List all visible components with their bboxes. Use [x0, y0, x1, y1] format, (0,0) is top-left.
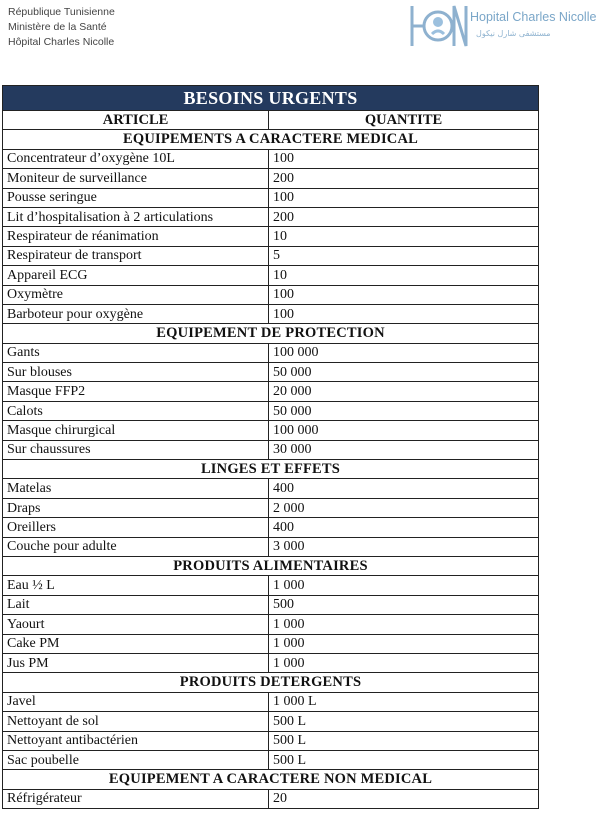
quantity-cell: 100	[269, 188, 539, 207]
table-row	[3, 304, 539, 323]
section-title: PRODUITS DETERGENTS	[3, 673, 539, 692]
table-row	[3, 440, 539, 459]
table-row	[3, 343, 539, 362]
quantity-cell: 100 000	[269, 421, 539, 440]
quantity-cell: 3 000	[269, 537, 539, 556]
quantity-cell: 5	[269, 246, 539, 265]
quantity-cell: 30 000	[269, 440, 539, 459]
article-cell: Oxymètre	[3, 285, 269, 304]
article-cell: Respirateur de réanimation	[3, 227, 269, 246]
quantity-cell: 500	[269, 595, 539, 614]
section-header-row	[3, 460, 539, 479]
quantity-cell: 20	[269, 789, 539, 808]
article-cell: Gants	[3, 343, 269, 362]
table-row	[3, 692, 539, 711]
article-cell: Cake PM	[3, 634, 269, 653]
section-title: PRODUITS ALIMENTAIRES	[3, 556, 539, 575]
table-row	[3, 653, 539, 672]
article-cell: Sac poubelle	[3, 750, 269, 769]
header-line-republic: République Tunisienne	[8, 6, 115, 18]
quantity-cell: 100	[269, 285, 539, 304]
article-cell: Appareil ECG	[3, 266, 269, 285]
quantity-cell: 10	[269, 266, 539, 285]
quantity-cell: 50 000	[269, 401, 539, 420]
table-row	[3, 227, 539, 246]
article-cell: Lit d’hospitalisation à 2 articulations	[3, 207, 269, 226]
table-row	[3, 479, 539, 498]
section-header-row	[3, 130, 539, 149]
quantity-cell: 50 000	[269, 363, 539, 382]
table-row	[3, 188, 539, 207]
quantity-cell: 400	[269, 518, 539, 537]
table-row	[3, 266, 539, 285]
quantity-cell: 500 L	[269, 750, 539, 769]
table-row	[3, 421, 539, 440]
quantity-cell: 100	[269, 149, 539, 168]
article-cell: Yaourt	[3, 615, 269, 634]
hospital-emblem-icon	[408, 2, 470, 50]
table-title-row	[3, 86, 539, 111]
article-cell: Pousse seringue	[3, 188, 269, 207]
quantity-cell: 1 000 L	[269, 692, 539, 711]
article-cell: Moniteur de surveillance	[3, 169, 269, 188]
table-row	[3, 789, 539, 808]
article-cell: Oreillers	[3, 518, 269, 537]
table-row	[3, 363, 539, 382]
logo-arabic-name: مستشفى شارل نيكول	[476, 29, 551, 38]
table-row	[3, 285, 539, 304]
section-title: EQUIPEMENTS A CARACTERE MEDICAL	[3, 130, 539, 149]
quantity-cell: 200	[269, 169, 539, 188]
table-row	[3, 712, 539, 731]
table-row	[3, 149, 539, 168]
article-cell: Nettoyant de sol	[3, 712, 269, 731]
section-header-row	[3, 673, 539, 692]
quantity-cell: 10	[269, 227, 539, 246]
article-cell: Eau ½ L	[3, 576, 269, 595]
article-cell: Draps	[3, 498, 269, 517]
table-row	[3, 576, 539, 595]
table-row	[3, 537, 539, 556]
table-row	[3, 498, 539, 517]
table-row	[3, 382, 539, 401]
section-title: EQUIPEMENT A CARACTERE NON MEDICAL	[3, 770, 539, 789]
article-cell: Matelas	[3, 479, 269, 498]
quantity-cell: 100 000	[269, 343, 539, 362]
article-cell: Barboteur pour oxygène	[3, 304, 269, 323]
table-row	[3, 401, 539, 420]
table-row	[3, 634, 539, 653]
column-header-article: ARTICLE	[3, 111, 269, 130]
table-row	[3, 518, 539, 537]
section-title: LINGES ET EFFETS	[3, 460, 539, 479]
quantity-cell: 20 000	[269, 382, 539, 401]
article-cell: Couche pour adulte	[3, 537, 269, 556]
article-cell: Sur blouses	[3, 363, 269, 382]
quantity-cell: 500 L	[269, 731, 539, 750]
article-cell: Nettoyant antibactérien	[3, 731, 269, 750]
table-row	[3, 169, 539, 188]
column-header-quantity: QUANTITE	[269, 111, 539, 130]
hospital-logo	[408, 2, 598, 50]
article-cell: Respirateur de transport	[3, 246, 269, 265]
article-cell: Calots	[3, 401, 269, 420]
article-cell: Réfrigérateur	[3, 789, 269, 808]
logo-name: Hopital Charles Nicolle	[470, 10, 597, 24]
section-title: EQUIPEMENT DE PROTECTION	[3, 324, 539, 343]
ministry-header	[8, 5, 115, 50]
table-row	[3, 207, 539, 226]
quantity-cell: 500 L	[269, 712, 539, 731]
section-header-row	[3, 770, 539, 789]
quantity-cell: 1 000	[269, 653, 539, 672]
quantity-cell: 1 000	[269, 576, 539, 595]
article-cell: Lait	[3, 595, 269, 614]
article-cell: Masque chirurgical	[3, 421, 269, 440]
quantity-cell: 200	[269, 207, 539, 226]
quantity-cell: 2 000	[269, 498, 539, 517]
table-row	[3, 750, 539, 769]
article-cell: Sur chaussures	[3, 440, 269, 459]
header-line-hospital: Hôpital Charles Nicolle	[8, 36, 115, 48]
column-header-row	[3, 111, 539, 130]
header-line-ministry: Ministère de la Santé	[8, 21, 107, 33]
quantity-cell: 400	[269, 479, 539, 498]
table-row	[3, 615, 539, 634]
section-header-row	[3, 556, 539, 575]
urgent-needs-table	[2, 85, 539, 809]
table-row	[3, 731, 539, 750]
table-title: BESOINS URGENTS	[3, 86, 539, 111]
quantity-cell: 100	[269, 304, 539, 323]
article-cell: Masque FFP2	[3, 382, 269, 401]
article-cell: Jus PM	[3, 653, 269, 672]
article-cell: Concentrateur d’oxygène 10L	[3, 149, 269, 168]
article-cell: Javel	[3, 692, 269, 711]
section-header-row	[3, 324, 539, 343]
table-row	[3, 595, 539, 614]
quantity-cell: 1 000	[269, 634, 539, 653]
table-row	[3, 246, 539, 265]
quantity-cell: 1 000	[269, 615, 539, 634]
